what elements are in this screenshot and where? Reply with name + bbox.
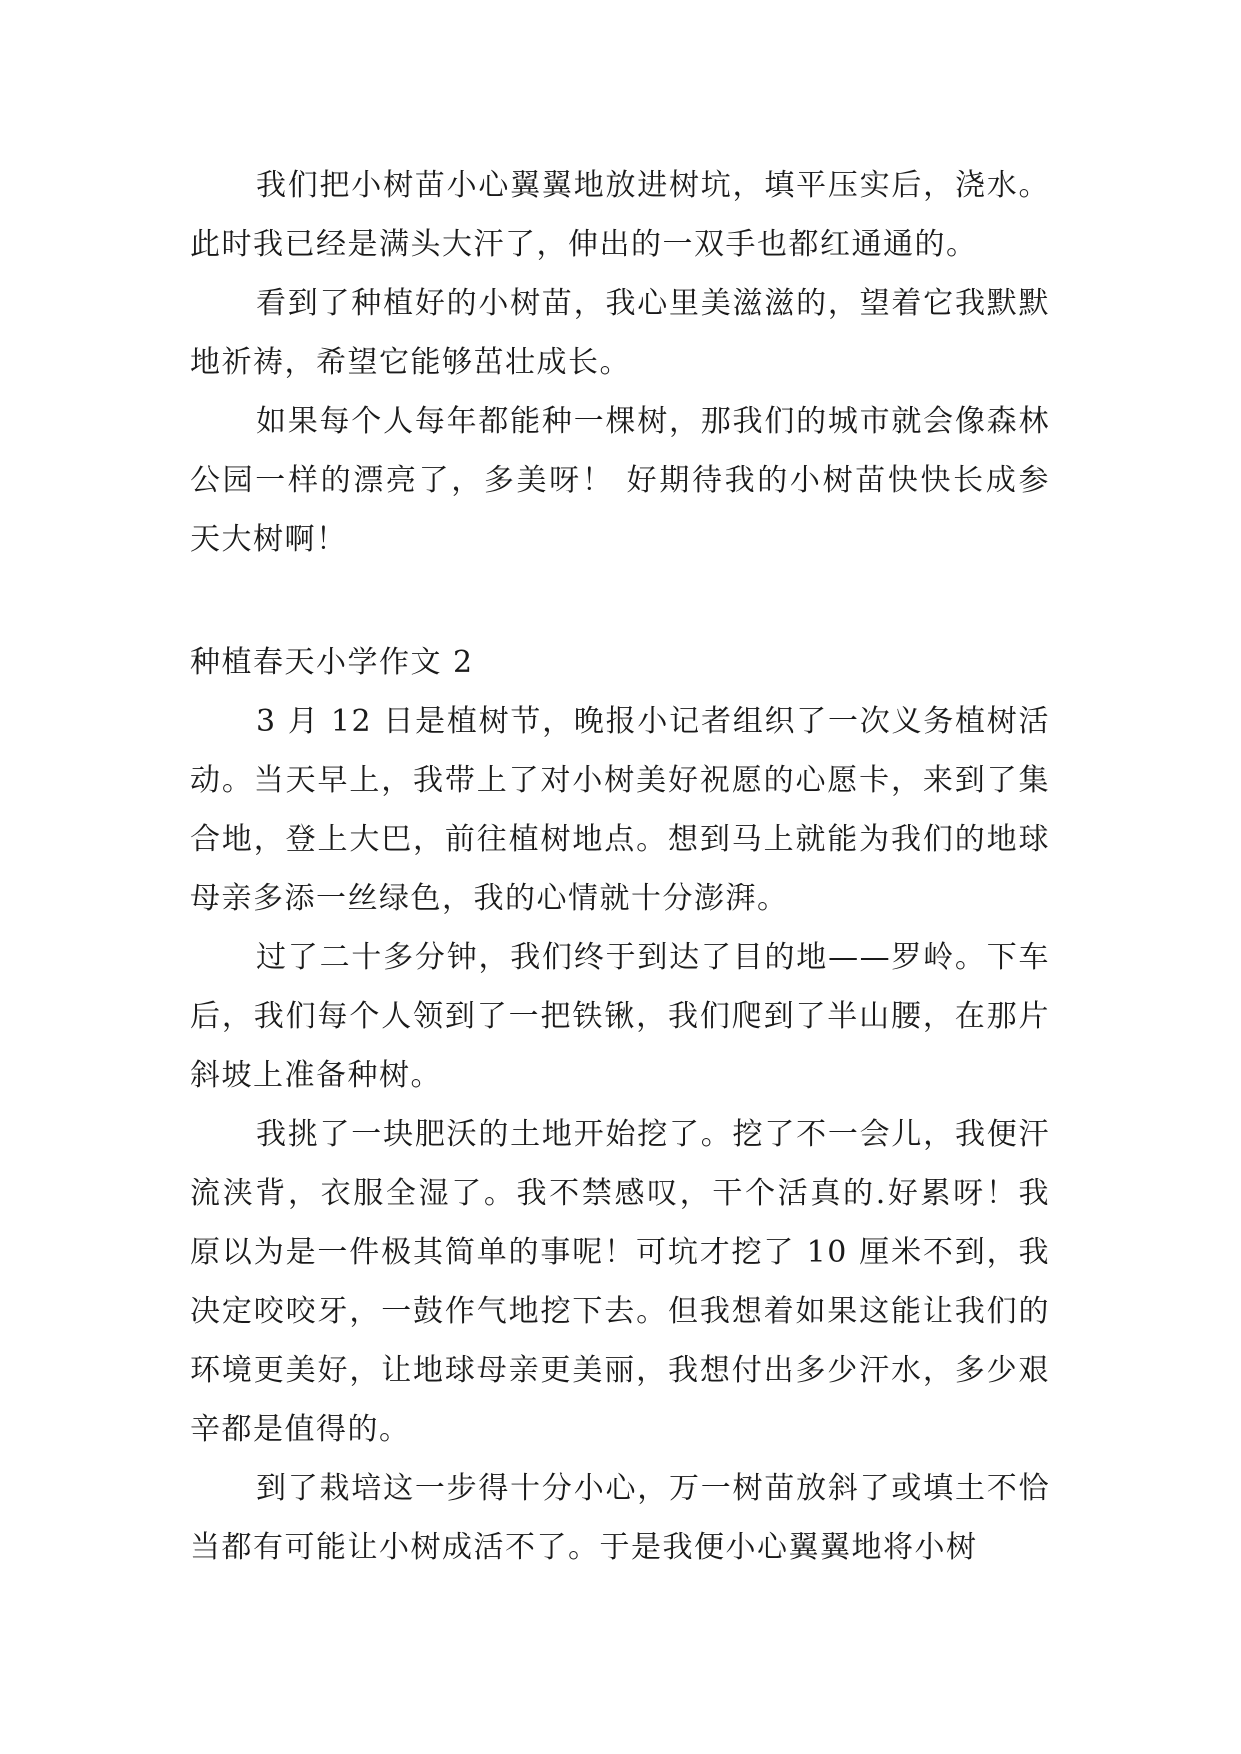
- paragraph: 我们把小树苗小心翼翼地放进树坑，填平压实后，浇水。此时我已经是满头大汗了，伸出的一双手也都红通通的。: [190, 168, 1050, 262]
- paragraph: 过了二十多分钟，我们终于到达了目的地——罗岭。下车后，我们每个人领到了一把铁锹，我们爬到了半山腰，在那片斜坡上准备种树。: [190, 940, 1050, 1093]
- paragraph: 如果每个人每年都能种一棵树，那我们的城市就会像森林公园一样的漂亮了，多美呀！ 好期待我的小树苗快快长成参天大树啊！: [190, 404, 1050, 557]
- paragraph: 看到了种植好的小树苗，我心里美滋滋的，望着它我默默地祈祷，希望它能够茁壮成长。: [190, 286, 1050, 380]
- document-body: [190, 156, 1050, 1577]
- paragraph: 到了栽培这一步得十分小心，万一树苗放斜了或填土不恰当都有可能让小树成活不了。于是我便小心翼翼地将小树: [190, 1471, 1050, 1565]
- paragraph: 3 月 12 日是植树节，晚报小记者组织了一次义务植树活动。当天早上，我带上了对小树美好祝愿的心愿卡，来到了集合地，登上大巴，前往植树地点。想到马上就能为我们的地球母亲多添一丝绿色，我的心情就十分澎湃。: [190, 704, 1050, 916]
- section-title: 种植春天小学作文 2: [190, 645, 474, 680]
- paragraph: 我挑了一块肥沃的土地开始挖了。挖了不一会儿，我便汗流浃背，衣服全湿了。我不禁感叹，干个活真的.好累呀！我原以为是一件极其简单的事呢！可坑才挖了 10 厘米不到，我决定咬咬牙，一鼓作气地挖下去。但我想着如果这能让我们的环境更美好，让地球母亲更美丽，我想付出多少汗水，多少艰辛都是值得的。: [190, 1117, 1050, 1447]
